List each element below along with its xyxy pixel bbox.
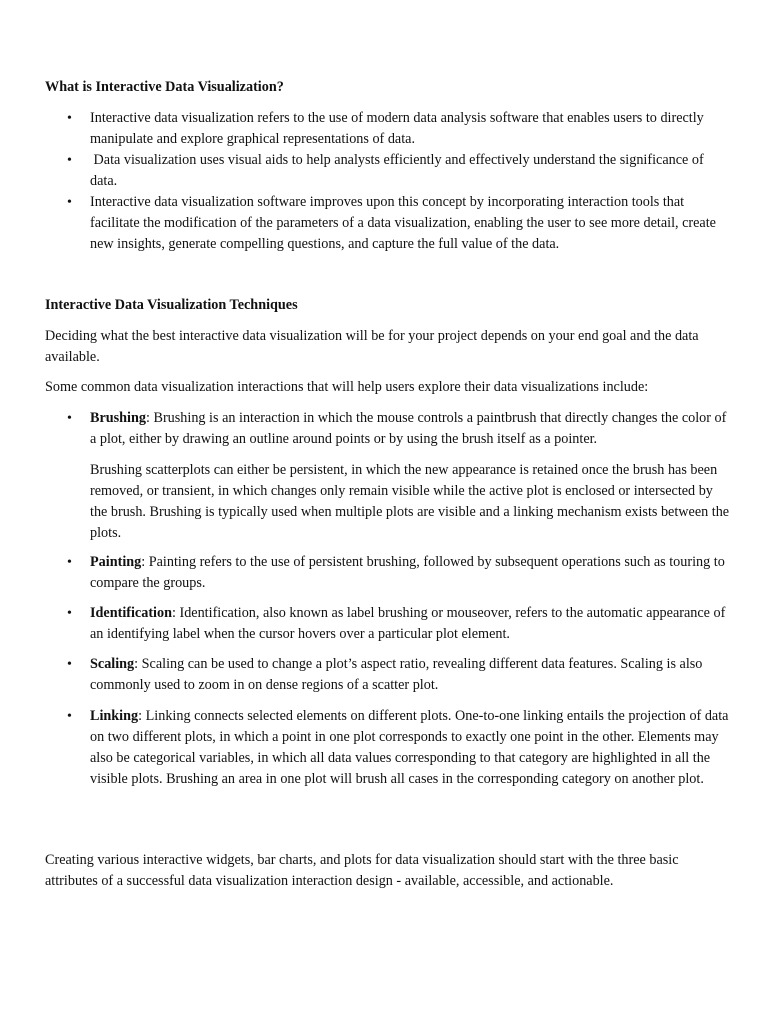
list-item-linking — [45, 706, 730, 790]
term-description: : Linking connects selected elements on different plots. One-to-one linking entails the projection of data on two different plots, in which a point in one plot corresponds to exactly one point in the other. Elements may also be categorical variables, in which all data values corresponding to that category are highlighted in all the visible plots. Brushing an area in one plot will brush all cases in the corresponding category on another plot. — [90, 708, 729, 787]
section-heading-what-is: What is Interactive Data Visualization? — [45, 79, 284, 95]
bullet-icon: • — [67, 411, 72, 426]
list-item-painting — [45, 552, 730, 594]
list-item — [45, 150, 730, 192]
intro-paragraph-2: Some common data visualization interactions that will help users explore their data visualizations include: — [45, 379, 649, 395]
bullet-icon: • — [67, 195, 72, 210]
bullet-text: Interactive data visualization software improves upon this concept by incorporating interaction tools that facilitate the modification of the parameters of a data visualization, enabling the user to see more detail, create new insights, generate compelling questions, and capture the full value of the data. — [90, 194, 716, 252]
term-label: Linking — [90, 708, 139, 724]
term-description: : Identification, also known as label brushing or mouseover, refers to the automatic appearance of an identifying label when the cursor hovers over a particular plot element. — [90, 605, 726, 642]
term-label: Scaling — [90, 656, 135, 672]
bullet-icon: • — [67, 657, 72, 672]
bullet-text: Data visualization uses visual aids to help analysts efficiently and effectively understand the significance of data. — [90, 152, 708, 189]
term-description: : Brushing is an interaction in which the mouse controls a paintbrush that directly changes the color of a plot, either by drawing an outline around points or by using the brush itself as a pointer. — [90, 410, 727, 447]
list-item-scaling — [45, 654, 730, 696]
bullet-text: Interactive data visualization refers to the use of modern data analysis software that enables users to directly manipulate and explore graphical representations of data. — [90, 110, 704, 147]
list-item-brushing — [45, 408, 730, 544]
intro-bullet-list — [45, 108, 730, 255]
term-label: Brushing — [90, 410, 146, 426]
bullet-icon: • — [67, 606, 72, 621]
list-item — [45, 192, 730, 255]
term-description: : Scaling can be used to change a plot’s aspect ratio, revealing different data features. Scaling is also commonly used to zoom in on dense regions of a scatter plot. — [90, 656, 703, 693]
bullet-icon: • — [67, 709, 72, 724]
term-description: : Painting refers to the use of persistent brushing, followed by subsequent operations such as touring to compare the groups. — [90, 554, 725, 591]
closing-paragraph: Creating various interactive widgets, bar charts, and plots for data visualization should start with the three basic attributes of a successful data visualization interaction design - available, accessible, and actionable. — [45, 852, 679, 889]
term-label: Identification — [90, 605, 172, 621]
brushing-detail-paragraph: Brushing scatterplots can either be persistent, in which the new appearance is retained once the brush has been removed, or transient, in which changes only remain visible while the active plot is enclosed or intersected by the brush. Brushing is typically used when multiple plots are visible and a linking mechanism exists between the plots. — [90, 462, 730, 541]
bullet-icon: • — [67, 555, 72, 570]
section-heading-techniques: Interactive Data Visualization Techniques — [45, 297, 298, 313]
list-item — [45, 108, 730, 150]
intro-paragraph: Deciding what the best interactive data visualization will be for your project depends on your end goal and the data available. — [45, 328, 699, 365]
list-item-identification — [45, 603, 730, 645]
bullet-icon: • — [67, 111, 72, 126]
term-label: Painting — [90, 554, 142, 570]
bullet-icon: • — [67, 153, 72, 168]
